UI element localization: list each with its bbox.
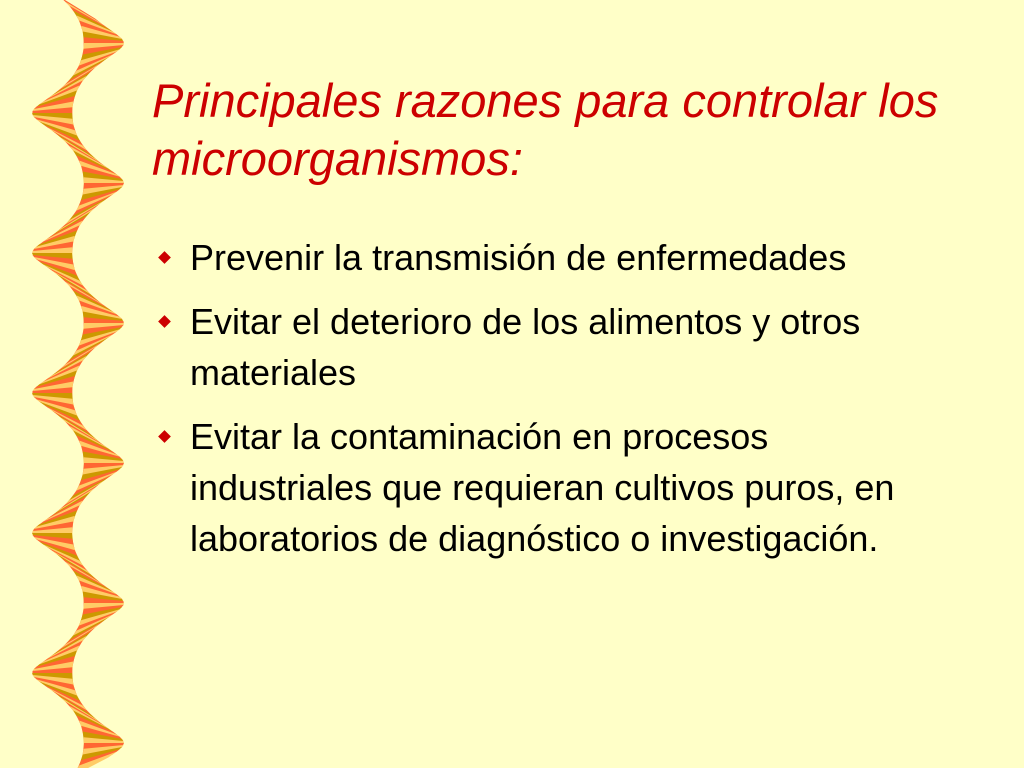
- bullet-text: Prevenir la transmisión de enfermedades: [190, 237, 847, 278]
- bullet-item: [158, 232, 958, 283]
- bullet-list: [158, 232, 958, 577]
- slide-title: Principales razones para controlar los microorganismos:: [152, 74, 939, 185]
- diamond-bullet-icon: [158, 251, 171, 264]
- diamond-bullet-icon: [158, 430, 171, 443]
- bullet-text: Evitar el deterioro de los alimentos y otros materiales: [190, 301, 861, 393]
- bullet-item: [158, 296, 958, 398]
- bullet-item: [158, 411, 958, 564]
- wavy-ribbon-ornament: [0, 0, 140, 768]
- diamond-bullet-icon: [158, 315, 171, 328]
- bullet-text: Evitar la contaminación en procesos industriales que requieran cultivos puros, en laboratorios de diagnóstico o investigación.: [190, 416, 895, 559]
